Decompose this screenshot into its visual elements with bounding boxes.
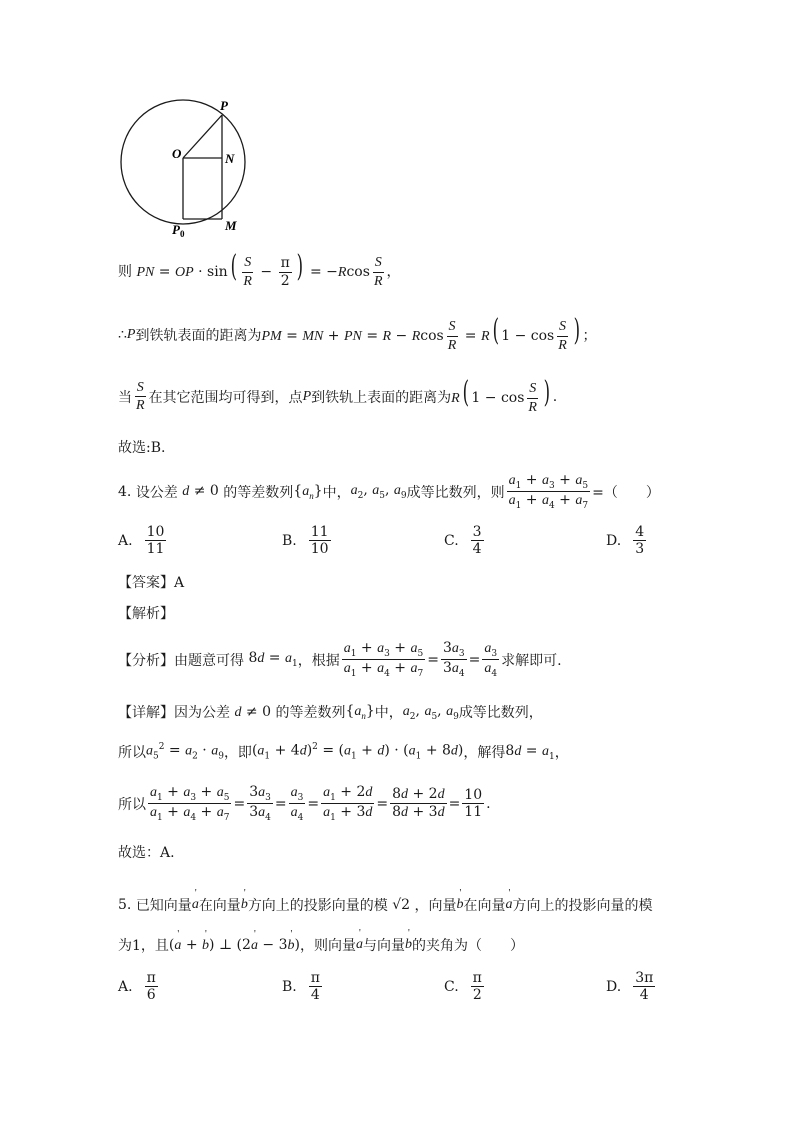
q4-option-c[interactable]: C. $\frac{3}{4}$ xyxy=(444,524,482,558)
q4-xiangjie: 【详解】 因为公差 d ≠ 0 的等差数列 $\{a_n\}$ 中， $a_2$, $a_5$, $a_9$ 成等比数列， xyxy=(118,702,543,722)
q4-option-b[interactable]: B. $\frac{11}{10}$ xyxy=(282,524,329,558)
step2-formula: PM = MN + PN = R − Rcos $\frac{S}{R}$ = R( 1 − cos $\frac{S}{R}$ ) xyxy=(261,313,580,353)
q4-analysis-tag: 【解析】 xyxy=(118,606,174,622)
q5-option-b[interactable]: B. $\frac{\pi}{4}$ xyxy=(282,970,320,1004)
q4-answer: 【答案】A xyxy=(118,575,185,591)
step3-line: 当 $\frac{S}{R}$ 在其它范围均可得到，点 P 到铁轨上表面的距离为 R( 1 − cos $\frac{S}{R}$ ) . xyxy=(118,375,558,415)
q4-final: 故选：A. xyxy=(118,845,175,861)
label-O: O xyxy=(172,146,182,161)
q5-option-d[interactable]: D. $\frac{3\pi}{4}$ xyxy=(606,970,654,1004)
step3-formula: R( 1 − cos $\frac{S}{R}$ ) xyxy=(451,375,551,415)
q4-option-a[interactable]: A. $\frac{10}{11}$ xyxy=(118,524,165,558)
q4-option-d[interactable]: D. $\frac{4}{3}$ xyxy=(606,524,645,558)
q5-option-a[interactable]: A. $\frac{\pi}{6}$ xyxy=(118,970,156,1004)
answer-line-q3: 故选:B. xyxy=(118,440,166,456)
circle-diagram xyxy=(112,96,262,241)
q5-option-c[interactable]: C. $\frac{\pi}{2}$ xyxy=(444,970,482,1004)
step2-line: ∴ P 到铁轨表面的距离为 PM = MN + PN = R − Rcos $\frac{S}{R}$ = R( 1 − cos $\frac{S}{R}$ ) ； xyxy=(118,313,597,353)
step1-formula: PN = OP · sin( $\frac{S}{R}$ − $\frac{\pi}{2}$ ) = −Rcos $\frac{S}{R}$ xyxy=(136,249,383,289)
label-P: P xyxy=(220,98,228,113)
label-P0: $P_0$ xyxy=(172,222,185,239)
step1-line: 则 PN = OP · sin( $\frac{S}{R}$ − $\frac{\pi}{2}$ ) = −Rcos $\frac{S}{R}$ ， xyxy=(118,249,401,289)
q4-so2: 所以 $\frac{a_1 + a_3 + a_5}{a_1 + a_4 + a_7}$ = $\frac{3a_3}{3a_4}$ = $\frac{a_3}{a_4}$ = $\frac{a_1 + 2d}{a_1 + 3d}$ = $\frac{8d + 2d}{8d + 3d}$ = $\frac{10}{11}$ . xyxy=(118,784,491,823)
q4-stem: 4. 设公差 d ≠ 0 的等差数列 $\{a_n\}$ 中， $a_2$, $a_5$, $a_9$ 成等比数列，则 $\frac{a_1 + a_3 + a_5}{a_1 + a_4 + a_7}$ =（ ） xyxy=(118,472,660,511)
segment-OP xyxy=(183,115,222,158)
q4-fenxi: 【分析】 由题意可得 $8d = a_1$ ，根据 $\frac{a_1 + a_3 + a_5}{a_1 + a_4 + a_7}$ = $\frac{3a_3}{3a_4}$ = $\frac{a_3}{a_4}$ 求解即可. xyxy=(118,640,562,679)
q4-so1: 所以 $a_5^2 = a_2 \cdot a_9$ ，即 $(a_1 + 4d)^2 = (a_1 + d) \cdot (a_1 + 8d)$ ，解得 $8d = a_1$ ， xyxy=(118,742,569,762)
q5-stem-line1: 5. 已知向量 ' a 在向量 ' b 方向上的投影向量的模 √2 ，向量 ' b 在向量 ' a 方向上的投影向量的模 xyxy=(118,895,653,915)
label-M: M xyxy=(225,218,237,233)
q5-stem-line2: 为1，且 (' a + ' b) ⊥ (2' a − 3' b) ，则向量 ' a 与向量 ' b 的夹角为（ ） xyxy=(118,935,524,955)
label-N: N xyxy=(225,151,235,166)
